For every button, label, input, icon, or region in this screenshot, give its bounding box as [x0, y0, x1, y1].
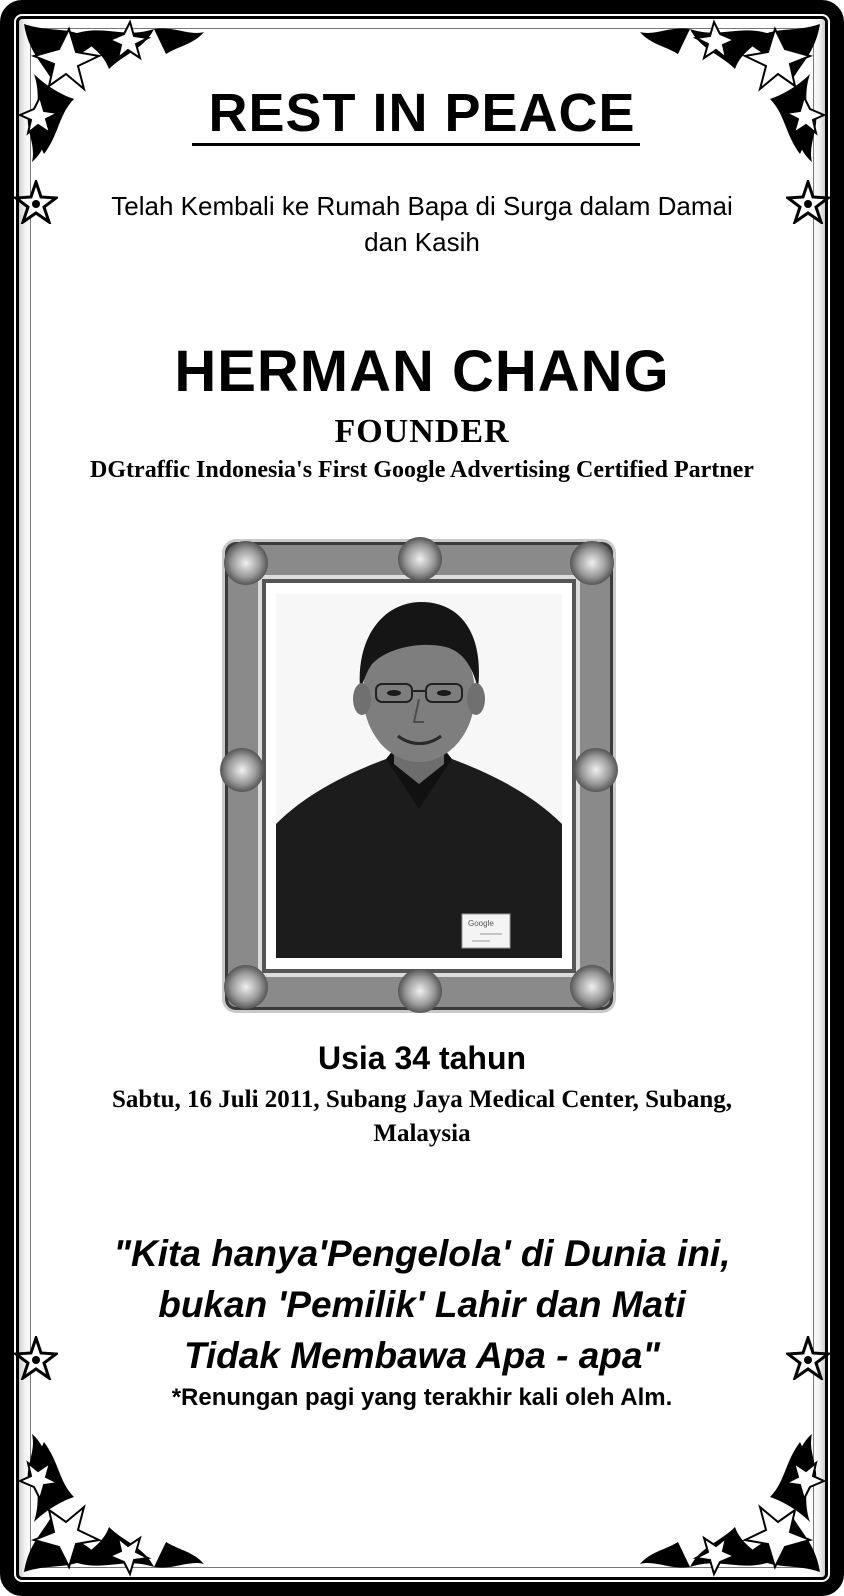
subtitle-line-1: Telah Kembali ke Rumah Bapa di Surga dalam Damai: [111, 191, 733, 221]
frame-ornament-icon: [570, 541, 614, 585]
footnote: *Renungan pagi yang terakhir kali oleh Alm.: [171, 1384, 673, 1411]
death-details-line-2: Malaysia: [373, 1120, 471, 1147]
death-details: [60, 1083, 784, 1151]
floral-corner-icon: [630, 1432, 830, 1582]
page-title: REST IN PEACE: [208, 83, 636, 143]
frame-ornament-icon: [570, 965, 614, 1009]
person-role: FOUNDER: [334, 413, 510, 450]
quote-line-1: "Kita hanya'Pengelola' di Dunia ini,: [113, 1233, 731, 1274]
quote-line-2: bukan 'Pemilik' Lahir dan Mati: [158, 1284, 686, 1325]
age-text: Usia 34 tahun: [317, 1040, 527, 1076]
floral-corner-icon: [14, 1432, 214, 1582]
person-name: HERMAN CHANG: [174, 339, 670, 404]
frame-ornament-icon: [398, 969, 442, 1013]
death-details-line-1: Sabtu, 16 Juli 2011, Subang Jaya Medical Center, Subang,: [111, 1086, 733, 1113]
frame-ornament-icon: [398, 537, 442, 581]
quote-line-3: Tidak Membawa Apa - apa": [183, 1335, 661, 1376]
frame-ornament-icon: [224, 541, 268, 585]
badge-text: Google: [468, 919, 494, 928]
frame-ornament-icon: [220, 748, 264, 792]
subtitle-line-2: dan Kasih: [364, 227, 480, 257]
quote: [40, 1228, 804, 1381]
person-company: DGtraffic Indonesia's First Google Advertising Certified Partner: [90, 457, 754, 483]
portrait-photo: [276, 594, 562, 958]
frame-ornament-icon: [574, 748, 618, 792]
frame-ornament-icon: [224, 965, 268, 1009]
title-underline: [192, 143, 640, 146]
subtitle: [0, 188, 844, 260]
